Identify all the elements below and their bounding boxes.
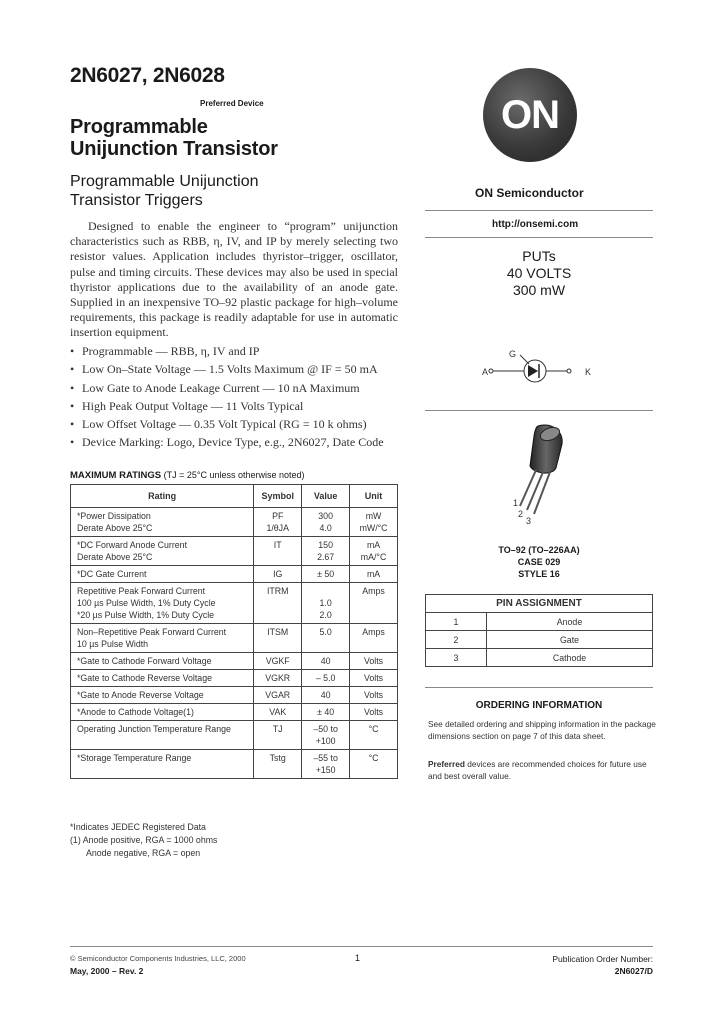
note-1-line-1: (1) Anode positive, RGA = 1000 ohms bbox=[70, 835, 218, 845]
feature-item: • Low Offset Voltage — 0.35 Volt Typical (RG = 10 k ohms) bbox=[70, 415, 400, 433]
footer-left bbox=[70, 953, 246, 978]
footer-divider bbox=[70, 946, 653, 947]
column-header: Rating bbox=[71, 485, 254, 508]
cell-symbol: VGKF bbox=[254, 653, 302, 670]
table-row bbox=[71, 537, 398, 566]
table-row bbox=[71, 508, 398, 537]
pin-assignment-table bbox=[425, 594, 653, 667]
subtitle bbox=[70, 172, 259, 210]
bullet-icon: • bbox=[70, 417, 75, 432]
cell-symbol: PF 1/θJA bbox=[254, 508, 302, 537]
bullet-icon: • bbox=[70, 344, 75, 358]
cell-value: –50 to +100 bbox=[302, 721, 350, 750]
cell-unit: °C bbox=[350, 750, 398, 779]
cell-value: ± 50 bbox=[302, 566, 350, 583]
cell-unit: Volts bbox=[350, 687, 398, 704]
column-header: Value bbox=[302, 485, 350, 508]
page-number: 1 bbox=[355, 953, 361, 963]
divider bbox=[425, 687, 653, 688]
cell-value: 40 bbox=[302, 687, 350, 704]
bullet-icon: • bbox=[70, 435, 75, 450]
style-number: STYLE 16 bbox=[518, 569, 560, 579]
table-row bbox=[71, 670, 398, 687]
on-logo: ON bbox=[483, 68, 577, 162]
table-row bbox=[71, 704, 398, 721]
publication-number: 2N6027/D bbox=[614, 966, 653, 976]
cell-rating: *Power Dissipation Derate Above 25°C bbox=[71, 508, 254, 537]
cell-value: ± 40 bbox=[302, 704, 350, 721]
cell-symbol: IG bbox=[254, 566, 302, 583]
to92-package-icon bbox=[500, 420, 580, 530]
cell-unit: mA mA/°C bbox=[350, 537, 398, 566]
lead-number: 1 bbox=[513, 498, 519, 508]
table-row bbox=[71, 687, 398, 704]
cell-unit: Volts bbox=[350, 653, 398, 670]
voltage-rating: 40 VOLTS bbox=[506, 265, 572, 281]
pin-assignment-title: PIN ASSIGNMENT bbox=[426, 595, 653, 613]
cell-unit: mA bbox=[350, 566, 398, 583]
subtitle-line-1: Programmable Unijunction bbox=[70, 173, 259, 190]
table-row bbox=[71, 566, 398, 583]
note-1-line-2: Anode negative, RGA = open bbox=[86, 848, 201, 858]
cell-rating: Repetitive Peak Forward Current 100 µs Pulse Width, 1% Duty Cycle *20 µs Pulse Width, 1% Duty Cycle bbox=[71, 583, 254, 624]
cell-rating: *DC Gate Current bbox=[71, 566, 254, 583]
column-header: Unit bbox=[350, 485, 398, 508]
cell-value: 5.0 bbox=[302, 624, 350, 653]
cell-unit: °C bbox=[350, 721, 398, 750]
gate-label: G bbox=[509, 349, 517, 359]
cell-rating: *Gate to Cathode Reverse Voltage bbox=[71, 670, 254, 687]
table-header-row bbox=[71, 485, 398, 508]
power-rating: 300 mW bbox=[512, 282, 566, 298]
bullet-icon: • bbox=[70, 380, 75, 395]
table-row bbox=[71, 653, 398, 670]
table-row bbox=[71, 750, 398, 779]
cell-rating: Non–Repetitive Peak Forward Current 10 µs Pulse Width bbox=[71, 624, 254, 653]
cell-value: 150 2.67 bbox=[302, 537, 350, 566]
cell-symbol: ITRM bbox=[254, 583, 302, 624]
cell-value: 1.0 2.0 bbox=[302, 583, 350, 624]
title-line-2: Unijunction Transistor bbox=[70, 138, 278, 160]
case-number: CASE 029 bbox=[517, 557, 561, 567]
cell-unit: Volts bbox=[350, 670, 398, 687]
copyright: © Semiconductor Components Industries, LLC, 2000 bbox=[70, 954, 246, 963]
cell-symbol: ITSM bbox=[254, 624, 302, 653]
publication-label: Publication Order Number: bbox=[552, 954, 653, 964]
ordering-info-text: See detailed ordering and shipping information in the package dimensions section on page 7 of this data sheet. bbox=[428, 719, 656, 741]
device-summary bbox=[425, 248, 653, 299]
feature-item: • High Peak Output Voltage — 11 Volts Typical bbox=[70, 397, 400, 415]
table-row: 2 Gate bbox=[426, 631, 653, 649]
cell-rating: *DC Forward Anode Current Derate Above 25°C bbox=[71, 537, 254, 566]
cell-value: 300 4.0 bbox=[302, 508, 350, 537]
part-number-title: 2N6027, 2N6028 bbox=[70, 64, 225, 87]
cell-value: – 5.0 bbox=[302, 670, 350, 687]
max-ratings-table bbox=[70, 484, 398, 779]
jedec-note: *Indicates JEDEC Registered Data bbox=[70, 822, 206, 832]
divider bbox=[425, 237, 653, 238]
cell-symbol: Tstg bbox=[254, 750, 302, 779]
cell-symbol: IT bbox=[254, 537, 302, 566]
cell-symbol: VGKR bbox=[254, 670, 302, 687]
divider bbox=[425, 410, 653, 411]
title-line-1: Programmable bbox=[70, 116, 208, 138]
feature-item: • Low On–State Voltage — 1.5 Volts Maximum @ IF = 50 mA bbox=[70, 360, 400, 378]
cell-rating: Operating Junction Temperature Range bbox=[71, 721, 254, 750]
ordering-info-heading: ORDERING INFORMATION bbox=[475, 700, 603, 711]
package-name: TO–92 (TO–226AA) bbox=[498, 545, 580, 555]
table-row bbox=[71, 721, 398, 750]
divider bbox=[425, 210, 653, 211]
lead-number: 3 bbox=[526, 516, 532, 526]
cell-symbol: TJ bbox=[254, 721, 302, 750]
package-info bbox=[425, 544, 653, 580]
cell-unit: Amps bbox=[350, 624, 398, 653]
footnotes bbox=[70, 821, 217, 860]
cell-rating: *Storage Temperature Range bbox=[71, 750, 254, 779]
cell-rating: *Gate to Anode Reverse Voltage bbox=[71, 687, 254, 704]
table-row bbox=[71, 583, 398, 624]
column-header: Symbol bbox=[254, 485, 302, 508]
cell-unit: Amps bbox=[350, 583, 398, 624]
feature-item: • Device Marking: Logo, Device Type, e.g., 2N6027, Date Code bbox=[70, 433, 400, 451]
footer-right bbox=[520, 953, 653, 977]
anode-terminal bbox=[489, 369, 493, 373]
description-paragraph: Designed to enable the engineer to “program” unijunction characteristics such as RBB, η, IV, and IP by merely selecting two resistor values. Application includes thyristor–trigger, oscillator, pulse and timing circuits. These devices may also be used in special thyristor applications due to the availability of an anode gate. Supplied in an inexpensive TO–92 plastic package for high–volume requirements, this package is readily adaptable for use in automatic insertion equipment. bbox=[70, 219, 398, 340]
cell-value: 40 bbox=[302, 653, 350, 670]
table-row: 1 Anode bbox=[426, 613, 653, 631]
cell-rating: *Gate to Cathode Forward Voltage bbox=[71, 653, 254, 670]
cell-symbol: VAK bbox=[254, 704, 302, 721]
bullet-icon: • bbox=[70, 398, 75, 413]
subtitle-line-2: Transistor Triggers bbox=[70, 192, 203, 209]
preferred-devices-note: Preferred devices are recommended choices for future use and best overall value. bbox=[428, 759, 647, 781]
company-name: ON Semiconductor bbox=[475, 186, 584, 200]
put-schematic-symbol-icon bbox=[425, 340, 653, 400]
max-ratings-heading: MAXIMUM RATINGS (TJ = 25°C unless otherwise noted) bbox=[70, 470, 305, 481]
cell-rating: *Anode to Cathode Voltage(1) bbox=[71, 704, 254, 721]
table-row: 3 Cathode bbox=[426, 649, 653, 667]
anode-label: A bbox=[482, 367, 489, 377]
website-link[interactable]: http://onsemi.com bbox=[492, 219, 579, 230]
feature-item: • Programmable — RBB, η, IV and IP bbox=[70, 342, 400, 360]
cathode-terminal bbox=[567, 369, 571, 373]
cell-value: –55 to +150 bbox=[302, 750, 350, 779]
cell-symbol: VGAR bbox=[254, 687, 302, 704]
device-type: PUTs bbox=[522, 248, 556, 264]
bullet-icon: • bbox=[70, 362, 75, 377]
preferred-device-label: Preferred Device bbox=[200, 99, 264, 108]
cell-unit: Volts bbox=[350, 704, 398, 721]
feature-item: • Low Gate to Anode Leakage Current — 10 nA Maximum bbox=[70, 379, 400, 397]
lead-number: 2 bbox=[518, 509, 524, 519]
table-row bbox=[71, 624, 398, 653]
cell-unit: mW mW/°C bbox=[350, 508, 398, 537]
cathode-label: K bbox=[585, 367, 592, 377]
date-revision: May, 2000 – Rev. 2 bbox=[70, 966, 144, 976]
feature-list bbox=[70, 342, 400, 452]
page-title bbox=[70, 116, 278, 160]
